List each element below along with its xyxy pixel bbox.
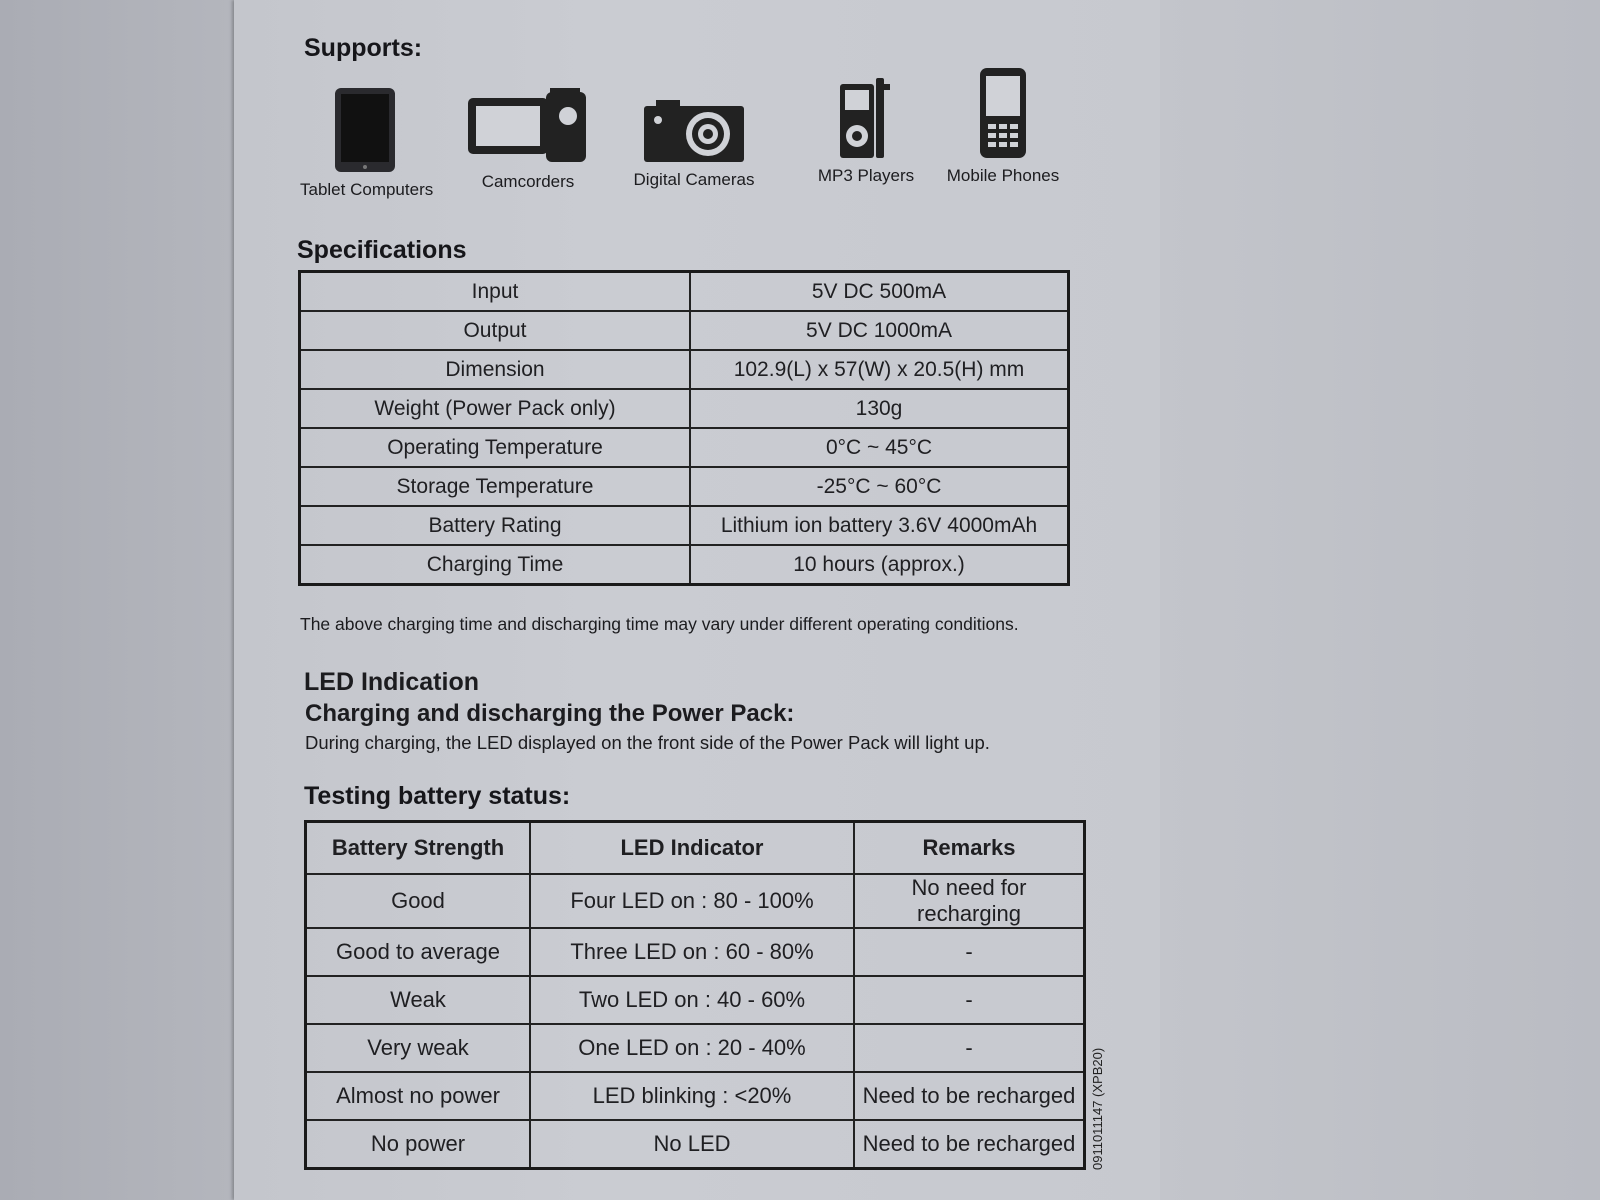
table-cell: Almost no power <box>306 1072 531 1120</box>
table-row <box>300 545 1069 585</box>
led-subheading: Charging and discharging the Power Pack: <box>305 700 795 727</box>
table-cell: - <box>854 976 1085 1024</box>
table-cell: Need to be recharged <box>854 1072 1085 1120</box>
spec-key: Dimension <box>300 350 691 389</box>
table-row <box>300 311 1069 350</box>
device-label: Camcorders <box>481 172 575 191</box>
document-code: 0911011147 (XPB20) <box>1090 1047 1105 1170</box>
table-cell: - <box>854 928 1085 976</box>
battery-status-table <box>304 820 1086 1170</box>
supports-heading: Supports: <box>304 34 423 62</box>
table-row <box>300 428 1069 467</box>
spec-value: 5V DC 500mA <box>690 272 1069 312</box>
camcorder-icon <box>460 86 596 166</box>
spec-value: Lithium ion battery 3.6V 4000mAh <box>690 506 1069 545</box>
table-row <box>306 1120 1085 1169</box>
table-row <box>300 350 1069 389</box>
charging-note: The above charging time and discharging time may vary under different operating conditions. <box>300 614 1019 634</box>
table-row <box>306 1024 1085 1072</box>
spec-key: Storage Temperature <box>300 467 691 506</box>
device-mobile-phone <box>940 66 1066 186</box>
device-label: Digital Cameras <box>633 170 755 189</box>
column-header: Battery Strength <box>306 822 531 875</box>
table-row <box>300 389 1069 428</box>
led-indication-heading: LED Indication <box>304 668 479 696</box>
table-row <box>300 506 1069 545</box>
table-cell: Good to average <box>306 928 531 976</box>
spec-value: 5V DC 1000mA <box>690 311 1069 350</box>
table-cell: Three LED on : 60 - 80% <box>530 928 854 976</box>
device-label: Tablet Computers <box>300 180 434 199</box>
specifications-heading: Specifications <box>297 236 467 264</box>
specifications-table <box>298 270 1070 586</box>
table-cell: Good <box>306 874 531 928</box>
table-cell: No need for recharging <box>854 874 1085 928</box>
spec-key: Weight (Power Pack only) <box>300 389 691 428</box>
camera-icon <box>624 98 764 164</box>
device-camcorder <box>460 86 596 192</box>
table-row <box>306 1072 1085 1120</box>
background-left <box>0 0 236 1200</box>
column-header: Remarks <box>854 822 1085 875</box>
mp3-player-icon <box>804 76 928 160</box>
column-header: LED Indicator <box>530 822 854 875</box>
table-row <box>306 928 1085 976</box>
device-tablet <box>300 86 434 200</box>
spec-key: Battery Rating <box>300 506 691 545</box>
table-cell: One LED on : 20 - 40% <box>530 1024 854 1072</box>
table-header-row <box>306 822 1085 875</box>
table-cell: Weak <box>306 976 531 1024</box>
table-cell: No power <box>306 1120 531 1169</box>
table-cell: Need to be recharged <box>854 1120 1085 1169</box>
spec-key: Input <box>300 272 691 312</box>
spec-value: 130g <box>690 389 1069 428</box>
spec-value: 10 hours (approx.) <box>690 545 1069 585</box>
table-cell: - <box>854 1024 1085 1072</box>
table-cell: Very weak <box>306 1024 531 1072</box>
background-right <box>1160 0 1600 1200</box>
table-cell: Two LED on : 40 - 60% <box>530 976 854 1024</box>
led-description: During charging, the LED displayed on the front side of the Power Pack will light up. <box>305 732 990 753</box>
table-cell: No LED <box>530 1120 854 1169</box>
table-row <box>306 976 1085 1024</box>
spec-value: 0°C ~ 45°C <box>690 428 1069 467</box>
supported-devices <box>300 64 1100 204</box>
table-row <box>300 272 1069 312</box>
spec-key: Operating Temperature <box>300 428 691 467</box>
spec-value: -25°C ~ 60°C <box>690 467 1069 506</box>
mobile-phone-icon <box>940 66 1066 160</box>
battery-status-heading: Testing battery status: <box>304 782 571 810</box>
device-label: MP3 Players <box>817 166 915 185</box>
table-cell: Four LED on : 80 - 100% <box>530 874 854 928</box>
table-row <box>300 467 1069 506</box>
device-digital-camera <box>624 98 764 190</box>
spec-value: 102.9(L) x 57(W) x 20.5(H) mm <box>690 350 1069 389</box>
table-cell: LED blinking : <20% <box>530 1072 854 1120</box>
spec-key: Output <box>300 311 691 350</box>
device-label: Mobile Phones <box>946 166 1060 185</box>
tablet-icon <box>300 86 430 174</box>
spec-key: Charging Time <box>300 545 691 585</box>
device-mp3-player <box>804 76 928 186</box>
table-row <box>306 874 1085 928</box>
